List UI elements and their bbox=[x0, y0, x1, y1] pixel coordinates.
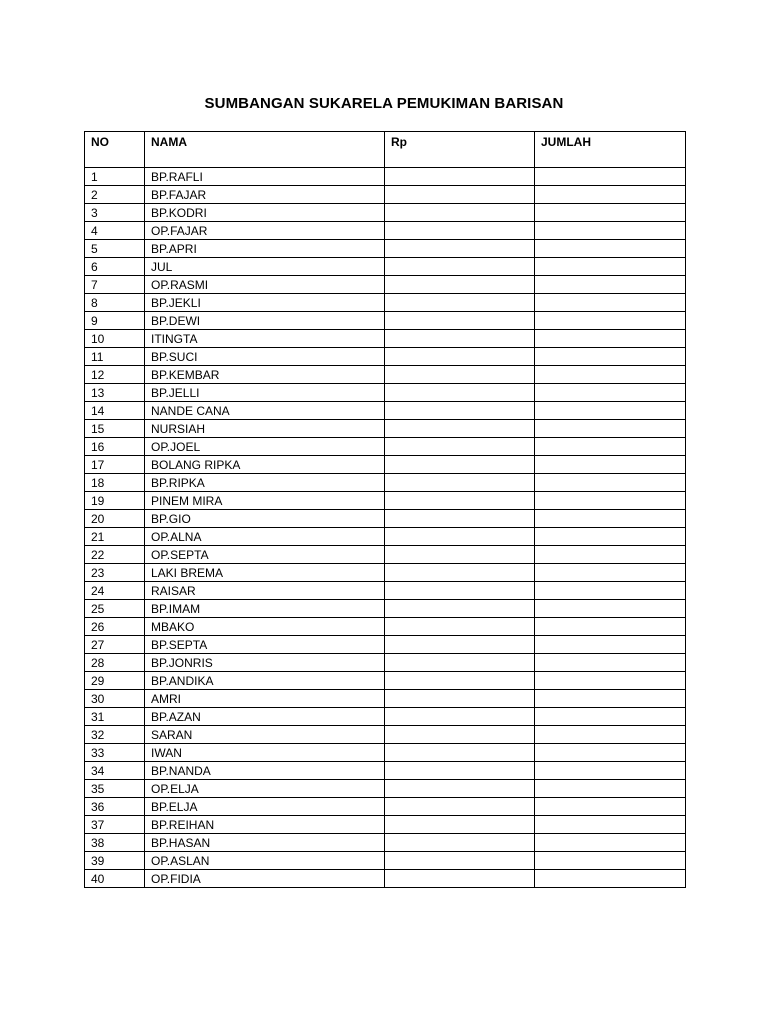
jumlah-cell bbox=[535, 600, 686, 618]
table-row bbox=[85, 798, 686, 816]
name-cell: BP.KEMBAR bbox=[145, 366, 385, 384]
jumlah-cell bbox=[535, 798, 686, 816]
row-number-cell: 36 bbox=[85, 798, 145, 816]
rp-cell bbox=[385, 708, 535, 726]
jumlah-cell bbox=[535, 312, 686, 330]
name-cell: BP.IMAM bbox=[145, 600, 385, 618]
name-cell: MBAKO bbox=[145, 618, 385, 636]
row-number-cell: 38 bbox=[85, 834, 145, 852]
table-row bbox=[85, 654, 686, 672]
rp-cell bbox=[385, 672, 535, 690]
rp-cell bbox=[385, 222, 535, 240]
name-cell: OP.ALNA bbox=[145, 528, 385, 546]
table-row bbox=[85, 294, 686, 312]
jumlah-cell bbox=[535, 564, 686, 582]
row-number-cell: 39 bbox=[85, 852, 145, 870]
jumlah-cell bbox=[535, 420, 686, 438]
row-number-cell: 31 bbox=[85, 708, 145, 726]
table-row bbox=[85, 564, 686, 582]
name-cell: OP.FAJAR bbox=[145, 222, 385, 240]
jumlah-cell bbox=[535, 168, 686, 186]
rp-cell bbox=[385, 168, 535, 186]
column-header-nama: NAMA bbox=[145, 132, 385, 168]
name-cell: AMRI bbox=[145, 690, 385, 708]
rp-cell bbox=[385, 600, 535, 618]
rp-cell bbox=[385, 276, 535, 294]
table-row bbox=[85, 636, 686, 654]
jumlah-cell bbox=[535, 474, 686, 492]
table-body bbox=[85, 168, 686, 888]
name-cell: BP.HASAN bbox=[145, 834, 385, 852]
jumlah-cell bbox=[535, 240, 686, 258]
column-header-no: NO bbox=[85, 132, 145, 168]
name-cell: NANDE CANA bbox=[145, 402, 385, 420]
rp-cell bbox=[385, 204, 535, 222]
name-cell: BP.SUCI bbox=[145, 348, 385, 366]
name-cell: BP.JELLI bbox=[145, 384, 385, 402]
row-number-cell: 16 bbox=[85, 438, 145, 456]
row-number-cell: 10 bbox=[85, 330, 145, 348]
table-row bbox=[85, 546, 686, 564]
jumlah-cell bbox=[535, 528, 686, 546]
jumlah-cell bbox=[535, 726, 686, 744]
jumlah-cell bbox=[535, 582, 686, 600]
row-number-cell: 34 bbox=[85, 762, 145, 780]
table-row bbox=[85, 618, 686, 636]
table-row bbox=[85, 168, 686, 186]
row-number-cell: 12 bbox=[85, 366, 145, 384]
rp-cell bbox=[385, 510, 535, 528]
row-number-cell: 22 bbox=[85, 546, 145, 564]
row-number-cell: 32 bbox=[85, 726, 145, 744]
table-row bbox=[85, 816, 686, 834]
jumlah-cell bbox=[535, 672, 686, 690]
jumlah-cell bbox=[535, 744, 686, 762]
rp-cell bbox=[385, 258, 535, 276]
name-cell: BP.SEPTA bbox=[145, 636, 385, 654]
table-row bbox=[85, 402, 686, 420]
jumlah-cell bbox=[535, 546, 686, 564]
rp-cell bbox=[385, 384, 535, 402]
row-number-cell: 14 bbox=[85, 402, 145, 420]
rp-cell bbox=[385, 294, 535, 312]
rp-cell bbox=[385, 870, 535, 888]
table-row bbox=[85, 672, 686, 690]
rp-cell bbox=[385, 582, 535, 600]
name-cell: BP.APRI bbox=[145, 240, 385, 258]
rp-cell bbox=[385, 402, 535, 420]
rp-cell bbox=[385, 330, 535, 348]
contribution-table bbox=[84, 131, 686, 888]
name-cell: BP.NANDA bbox=[145, 762, 385, 780]
jumlah-cell bbox=[535, 816, 686, 834]
row-number-cell: 20 bbox=[85, 510, 145, 528]
name-cell: SARAN bbox=[145, 726, 385, 744]
table-row bbox=[85, 528, 686, 546]
table-row bbox=[85, 258, 686, 276]
jumlah-cell bbox=[535, 708, 686, 726]
name-cell: BP.DEWI bbox=[145, 312, 385, 330]
rp-cell bbox=[385, 546, 535, 564]
name-cell: OP.RASMI bbox=[145, 276, 385, 294]
jumlah-cell bbox=[535, 456, 686, 474]
name-cell: BOLANG RIPKA bbox=[145, 456, 385, 474]
rp-cell bbox=[385, 366, 535, 384]
jumlah-cell bbox=[535, 330, 686, 348]
jumlah-cell bbox=[535, 636, 686, 654]
table-row bbox=[85, 204, 686, 222]
row-number-cell: 3 bbox=[85, 204, 145, 222]
name-cell: BP.RIPKA bbox=[145, 474, 385, 492]
rp-cell bbox=[385, 834, 535, 852]
row-number-cell: 21 bbox=[85, 528, 145, 546]
name-cell: OP.ELJA bbox=[145, 780, 385, 798]
name-cell: OP.SEPTA bbox=[145, 546, 385, 564]
row-number-cell: 11 bbox=[85, 348, 145, 366]
table-header-row bbox=[85, 132, 686, 168]
row-number-cell: 30 bbox=[85, 690, 145, 708]
name-cell: BP.KODRI bbox=[145, 204, 385, 222]
table-row bbox=[85, 312, 686, 330]
jumlah-cell bbox=[535, 780, 686, 798]
rp-cell bbox=[385, 780, 535, 798]
column-header-jumlah: JUMLAH bbox=[535, 132, 686, 168]
rp-cell bbox=[385, 564, 535, 582]
row-number-cell: 17 bbox=[85, 456, 145, 474]
name-cell: PINEM MIRA bbox=[145, 492, 385, 510]
row-number-cell: 7 bbox=[85, 276, 145, 294]
name-cell: OP.JOEL bbox=[145, 438, 385, 456]
jumlah-cell bbox=[535, 654, 686, 672]
table-row bbox=[85, 420, 686, 438]
rp-cell bbox=[385, 636, 535, 654]
table-row bbox=[85, 600, 686, 618]
table-row bbox=[85, 726, 686, 744]
name-cell: ITINGTA bbox=[145, 330, 385, 348]
rp-cell bbox=[385, 798, 535, 816]
row-number-cell: 33 bbox=[85, 744, 145, 762]
jumlah-cell bbox=[535, 366, 686, 384]
table-row bbox=[85, 690, 686, 708]
row-number-cell: 9 bbox=[85, 312, 145, 330]
table-row bbox=[85, 456, 686, 474]
name-cell: BP.AZAN bbox=[145, 708, 385, 726]
table-row bbox=[85, 276, 686, 294]
table-row bbox=[85, 330, 686, 348]
jumlah-cell bbox=[535, 762, 686, 780]
row-number-cell: 25 bbox=[85, 600, 145, 618]
table-row bbox=[85, 780, 686, 798]
rp-cell bbox=[385, 420, 535, 438]
rp-cell bbox=[385, 240, 535, 258]
name-cell: NURSIAH bbox=[145, 420, 385, 438]
jumlah-cell bbox=[535, 222, 686, 240]
jumlah-cell bbox=[535, 492, 686, 510]
jumlah-cell bbox=[535, 510, 686, 528]
rp-cell bbox=[385, 744, 535, 762]
table-row bbox=[85, 348, 686, 366]
jumlah-cell bbox=[535, 402, 686, 420]
jumlah-cell bbox=[535, 204, 686, 222]
name-cell: BP.JEKLI bbox=[145, 294, 385, 312]
name-cell: BP.GIO bbox=[145, 510, 385, 528]
table-row bbox=[85, 852, 686, 870]
jumlah-cell bbox=[535, 834, 686, 852]
row-number-cell: 40 bbox=[85, 870, 145, 888]
rp-cell bbox=[385, 690, 535, 708]
name-cell: BP.JONRIS bbox=[145, 654, 385, 672]
name-cell: BP.ANDIKA bbox=[145, 672, 385, 690]
rp-cell bbox=[385, 438, 535, 456]
row-number-cell: 6 bbox=[85, 258, 145, 276]
row-number-cell: 1 bbox=[85, 168, 145, 186]
table-row bbox=[85, 384, 686, 402]
row-number-cell: 19 bbox=[85, 492, 145, 510]
jumlah-cell bbox=[535, 348, 686, 366]
jumlah-cell bbox=[535, 384, 686, 402]
table-row bbox=[85, 222, 686, 240]
row-number-cell: 29 bbox=[85, 672, 145, 690]
table-row bbox=[85, 870, 686, 888]
name-cell: BP.ELJA bbox=[145, 798, 385, 816]
table-row bbox=[85, 762, 686, 780]
name-cell: LAKI BREMA bbox=[145, 564, 385, 582]
rp-cell bbox=[385, 474, 535, 492]
rp-cell bbox=[385, 852, 535, 870]
table-row bbox=[85, 186, 686, 204]
row-number-cell: 28 bbox=[85, 654, 145, 672]
name-cell: BP.RAFLI bbox=[145, 168, 385, 186]
table-row bbox=[85, 510, 686, 528]
table-row bbox=[85, 438, 686, 456]
name-cell: IWAN bbox=[145, 744, 385, 762]
row-number-cell: 23 bbox=[85, 564, 145, 582]
column-header-rp: Rp bbox=[385, 132, 535, 168]
row-number-cell: 37 bbox=[85, 816, 145, 834]
rp-cell bbox=[385, 654, 535, 672]
table-row bbox=[85, 834, 686, 852]
name-cell: BP.FAJAR bbox=[145, 186, 385, 204]
row-number-cell: 5 bbox=[85, 240, 145, 258]
table-row bbox=[85, 240, 686, 258]
jumlah-cell bbox=[535, 258, 686, 276]
table-row bbox=[85, 492, 686, 510]
name-cell: JUL bbox=[145, 258, 385, 276]
row-number-cell: 4 bbox=[85, 222, 145, 240]
rp-cell bbox=[385, 186, 535, 204]
jumlah-cell bbox=[535, 294, 686, 312]
table-row bbox=[85, 366, 686, 384]
jumlah-cell bbox=[535, 438, 686, 456]
jumlah-cell bbox=[535, 870, 686, 888]
rp-cell bbox=[385, 618, 535, 636]
rp-cell bbox=[385, 492, 535, 510]
row-number-cell: 13 bbox=[85, 384, 145, 402]
name-cell: RAISAR bbox=[145, 582, 385, 600]
row-number-cell: 24 bbox=[85, 582, 145, 600]
row-number-cell: 2 bbox=[85, 186, 145, 204]
name-cell: OP.FIDIA bbox=[145, 870, 385, 888]
jumlah-cell bbox=[535, 852, 686, 870]
table-row bbox=[85, 744, 686, 762]
jumlah-cell bbox=[535, 276, 686, 294]
name-cell: OP.ASLAN bbox=[145, 852, 385, 870]
page-title: SUMBANGAN SUKARELA PEMUKIMAN BARISAN bbox=[204, 95, 564, 112]
rp-cell bbox=[385, 312, 535, 330]
row-number-cell: 27 bbox=[85, 636, 145, 654]
row-number-cell: 8 bbox=[85, 294, 145, 312]
row-number-cell: 26 bbox=[85, 618, 145, 636]
table-row bbox=[85, 474, 686, 492]
table-row bbox=[85, 708, 686, 726]
table-row bbox=[85, 582, 686, 600]
jumlah-cell bbox=[535, 690, 686, 708]
rp-cell bbox=[385, 762, 535, 780]
rp-cell bbox=[385, 348, 535, 366]
jumlah-cell bbox=[535, 186, 686, 204]
row-number-cell: 15 bbox=[85, 420, 145, 438]
rp-cell bbox=[385, 528, 535, 546]
rp-cell bbox=[385, 726, 535, 744]
jumlah-cell bbox=[535, 618, 686, 636]
row-number-cell: 18 bbox=[85, 474, 145, 492]
rp-cell bbox=[385, 816, 535, 834]
rp-cell bbox=[385, 456, 535, 474]
name-cell: BP.REIHAN bbox=[145, 816, 385, 834]
row-number-cell: 35 bbox=[85, 780, 145, 798]
